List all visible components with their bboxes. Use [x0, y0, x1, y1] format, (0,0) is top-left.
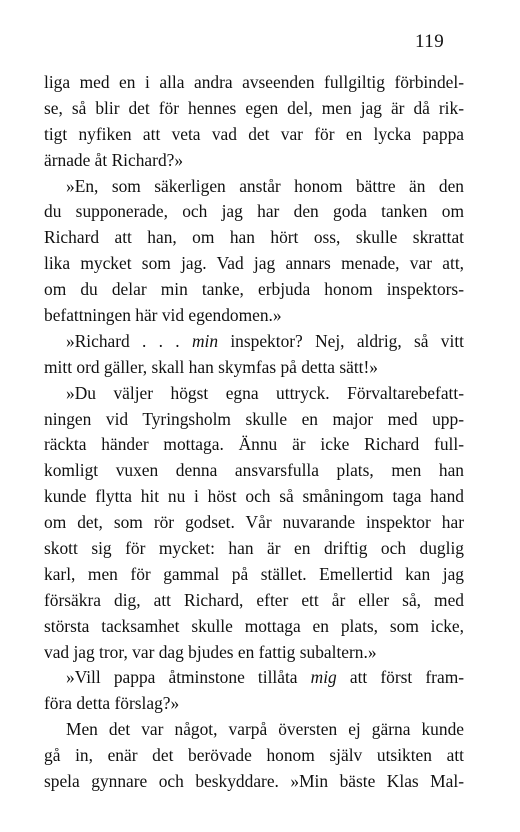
text-line: gå in, enär det berövade honom själv utsikten att — [44, 745, 464, 766]
text-line: försäkra dig, att Richard, efter ett år eller så, med — [44, 589, 464, 610]
text-line: se, så blir det för hennes egen del, men jag är då rik- — [44, 97, 464, 118]
text-line: ärnade åt Richard?» — [44, 149, 184, 170]
body-text — [44, 70, 464, 795]
text-line: föra detta förslag?» — [44, 693, 180, 714]
text-line: skott sig för mycket: han är en driftig och duglig — [44, 538, 464, 559]
text-line: mitt ord gäller, skall han skymfas på detta sätt!» — [44, 356, 378, 377]
text-line: kunde flytta hit nu i höst och så småningom taga hand — [44, 486, 464, 507]
text-line: lika mycket som jag. Vad jag annars menade, var att, — [44, 253, 464, 274]
text-line: komligt vuxen denna ansvarsfulla plats, men han — [44, 460, 464, 481]
text-line: befattningen här vid egendomen.» — [44, 305, 282, 326]
text-line: »Du väljer högst egna uttryck. Förvaltarebefatt- — [66, 382, 464, 403]
text-line: liga med en i alla andra avseenden fullgiltig förbindel- — [44, 72, 464, 92]
text-line: karl, men för gammal på stället. Emellertid kan jag — [44, 563, 464, 584]
text-line: räckta händer mottaga. Ännu är icke Richard full- — [44, 434, 464, 455]
text-line: »Richard . . . min inspektor? Nej, aldrig, så vitt — [66, 330, 464, 351]
text-line: tigt nyfiken att veta vad det var för en lycka pappa — [44, 123, 464, 144]
text-line: Richard att han, om han hört oss, skulle skrattat — [44, 227, 464, 248]
text-line: spela gynnare och beskyddare. »Min bäste Klas Mal- — [44, 771, 464, 792]
text-line: Men det var något, varpå översten ej gärna kunde — [66, 719, 464, 740]
text-line: om det, som rör godset. Vår nuvarande inspektor har — [44, 512, 464, 533]
text-line: största tacksamhet skulle mottaga en plats, som icke, — [44, 615, 464, 636]
text-line: »Vill pappa åtminstone tillåta mig att först fram- — [66, 667, 465, 688]
text-line: vad jag tror, var dag bjudes en fattig subaltern.» — [44, 641, 377, 662]
text-line: »En, som säkerligen anstår honom bättre än den — [66, 175, 464, 196]
text-line: du supponerade, och jag har den goda tanken om — [44, 201, 464, 222]
page-number: 119 — [415, 31, 445, 52]
text-line: om du delar min tanke, erbjuda honom inspektors- — [44, 279, 464, 300]
text-line: ningen vid Tyringsholm skulle en major med upp- — [44, 408, 464, 429]
